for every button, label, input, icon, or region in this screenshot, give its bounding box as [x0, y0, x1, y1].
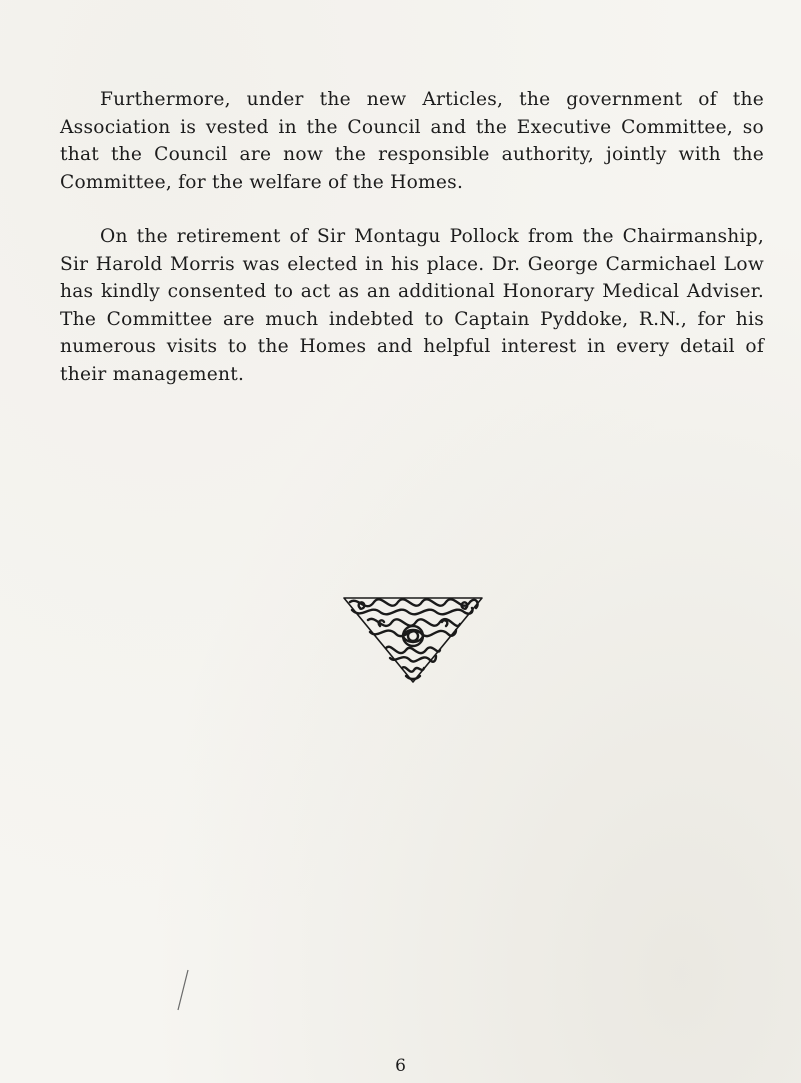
body-text: [60, 86, 764, 415]
stray-pen-mark: [176, 968, 190, 1012]
paragraph-chairmanship: On the retirement of Sir Montagu Pollock from the Chairmanship, Sir Harold Morris was elected in his place. Dr. George Carmichael Low has kindly consented to act as an additional Honorary Medical Adviser. The Committee are much indebted to Captain Pyddoke, R.N., for his numerous visits to the Homes and helpful interest in every detail of their management.: [60, 226, 764, 385]
page-number: 6: [395, 1056, 406, 1076]
celtic-knot-ornament-icon: [340, 594, 486, 686]
paragraph-articles: Furthermore, under the new Articles, the government of the Association is vested in the Council and the Executive Committee, so that the Council are now the responsible authority, jointly with the Committee, for the welfare of the Homes.: [60, 89, 764, 193]
